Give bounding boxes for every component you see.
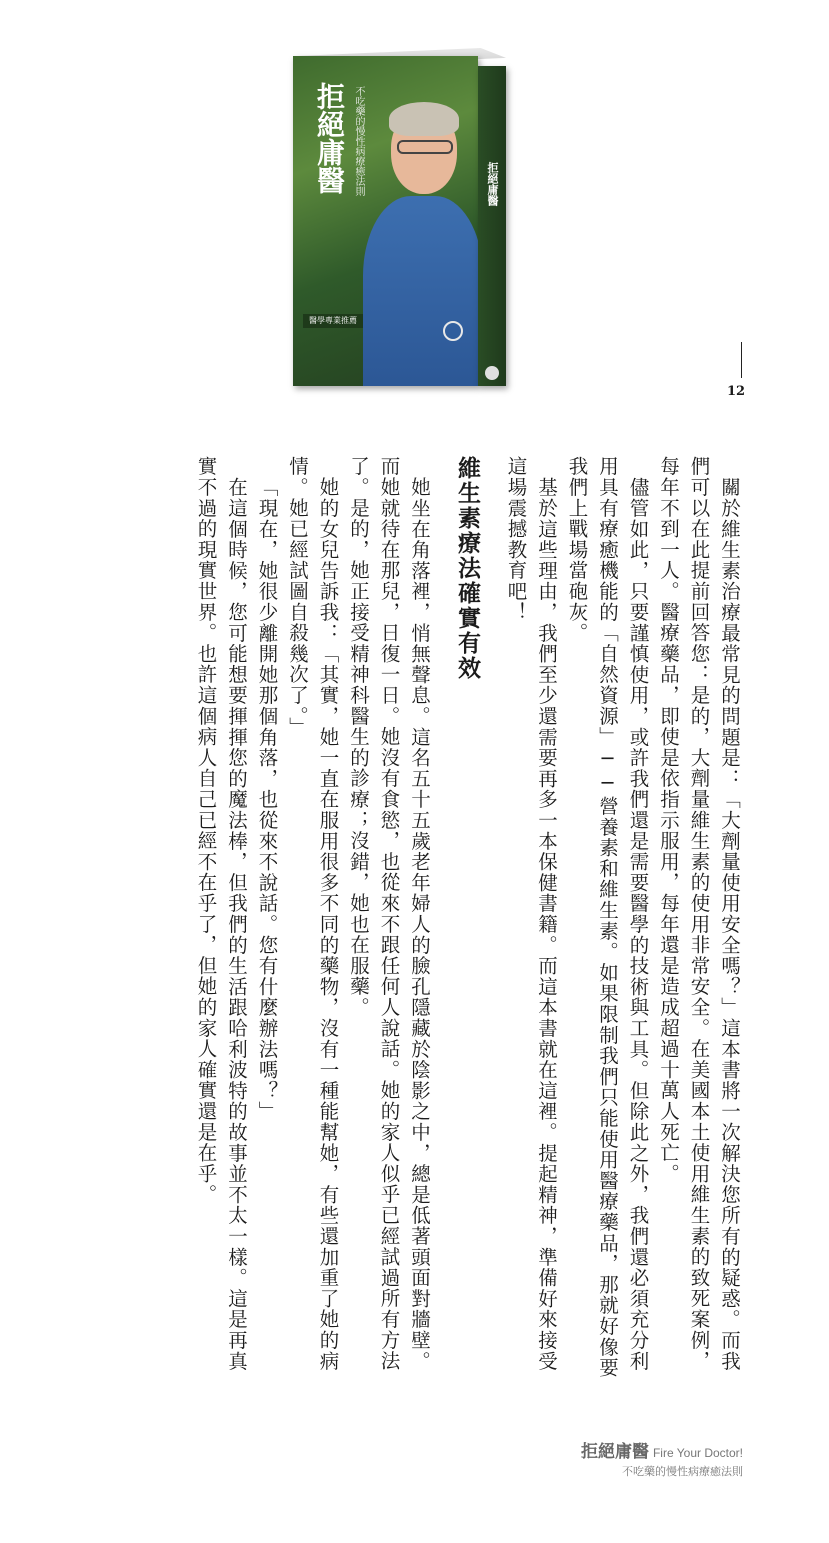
cover-subtitle: 不吃藥的慢性病療癒法則 [353,86,364,196]
cover-portrait [373,96,478,386]
page-number: 12 [727,384,746,399]
seal-icon [443,321,463,341]
paragraph: 在這個時候，您可能想要揮揮您的魔法棒，但我們的生活跟哈利波特的故事並不太一樣。這是再真實不過的現實世界。也許這個病人自己已經不在乎了，但她的家人確實還是在乎。 [194,456,248,1372]
paragraph: 她的女兒告訴我：「其實，她一直在服用很多不同的藥物，沒有一種能幫她，有些還加重了她的病情。她已經試圖自殺幾次了。」 [286,456,340,1372]
book-cover-image [293,48,511,390]
page-number-rule [741,342,742,378]
section-heading: 維生素療法確實有效 [454,456,480,681]
paragraph: 她坐在角落裡，悄無聲息。這名五十五歲老年婦人的臉孔隱藏於陰影之中，總是低著頭面對牆壁。而她就待在那兒，日復一日。她沒有食慾，也從來不跟任何人說話。她的家人似乎已經試過所有方法了。是的，她正接受精神科醫生的診療；沒錯，她也在服藥。 [347,456,431,1372]
paragraph: 儘管如此，只要謹慎使用，或許我們還是需要醫學的技術與工具。但除此之外，我們還必須充分利用具有療癒機能的「自然資源」──營養素和維生素。如果限制我們只能使用醫療藥品，那就好像要我們上戰場當砲灰。 [565,456,650,1379]
footer-title-en: Fire Your Doctor! [652,1446,743,1460]
paragraph: 基於這些理由，我們至少還需要再多一本保健書籍。而這本書就在這裡。提起精神，準備好來接受這場震撼教育吧！ [504,456,558,1372]
book-front-cover [293,56,478,386]
footer-title: 拒絕庸醫 [580,1442,649,1462]
paragraph: 關於維生素治療最常見的問題是：「大劑量使用安全嗎？」這本書將一次解決您所有的疑惑。而我們可以在此提前回答您：是的，大劑量維生素的使用非常安全。在美國本土使用維生素的致死案例，每年不到一人。醫療藥品，即使是依指示服用，每年還是造成超過十萬人死亡。 [657,456,741,1372]
spine-title: 拒絕庸醫 [486,162,499,206]
running-footer [581,1437,743,1479]
book-spine [478,66,506,386]
body-text [64,456,744,1384]
footer-subtitle: 不吃藥的慢性病療癒法則 [622,1465,743,1478]
paragraph: 「現在，她很少離開她那個角落，也從來不說話。您有什麼辦法嗎？」 [255,477,279,1123]
cover-band: 醫學專業推薦 [303,314,363,328]
publisher-logo-icon [485,366,499,380]
cover-title: 拒絕庸醫 [313,82,346,194]
